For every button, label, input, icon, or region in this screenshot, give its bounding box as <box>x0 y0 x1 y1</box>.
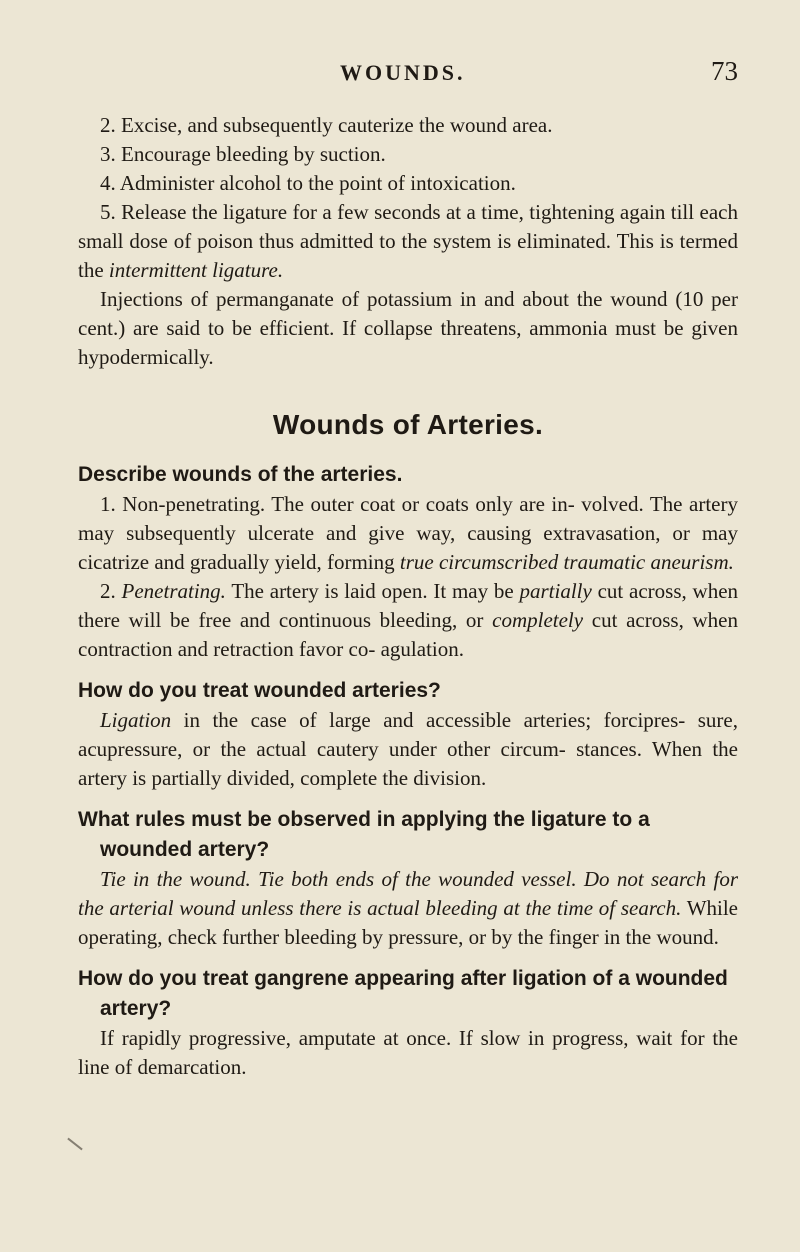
question-heading: Describe wounds of the arteries. <box>78 463 403 486</box>
running-title: WOUNDS. <box>340 60 466 85</box>
answer-text: 2. <box>100 579 122 603</box>
list-item: 2. Excise, and subsequently cauterize the wound area. <box>100 113 553 137</box>
running-head <box>78 56 738 92</box>
question-heading: How do you treat gangrene appearing after ligation of a wounded artery? <box>78 967 728 1020</box>
page-body <box>78 111 738 1082</box>
margin-mark <box>67 1138 82 1151</box>
answer-text: 1. Non-penetrating. The outer coat or coats only are in- volved. The artery may subsequently ulcerate and give way, causing extravasation, or may cicatrize and gradually yield, forming <box>78 492 738 574</box>
answer-italic: true circumscribed traumatic aneurism. <box>399 550 734 574</box>
answer-text: The artery is laid open. It may be <box>225 579 520 603</box>
answer-italic: completely <box>492 608 584 632</box>
section-title: Wounds of Arteries. <box>272 409 544 440</box>
question-heading: How do you treat wounded arteries? <box>78 679 441 702</box>
item5-text: 5. Release the ligature for a few seconds at a time, tightening again till each small dose of poison thus admitted to the system is eliminated. This is termed the <box>78 200 738 282</box>
answer-italic: Ligation <box>100 708 172 732</box>
answer-italic: Tie in the wound. Tie both ends of the wounded vessel. Do not search for the arterial wound unless there is actual bleeding at the time of search. <box>78 867 738 920</box>
answer-italic: partially <box>519 579 592 603</box>
answer-text: While operating, check further bleeding by pressure, or by the finger in the wound. <box>78 896 738 949</box>
answer-paragraph <box>78 577 738 664</box>
answer-paragraph: If rapidly progressive, amputate at once. If slow in progress, wait for the line of demarcation. <box>78 1026 738 1079</box>
page-number: 73 <box>711 56 738 86</box>
intermittent-ligature-term: intermittent ligature. <box>108 258 284 282</box>
permanganate-paragraph: Injections of permanganate of potassium in and about the wound (10 per cent.) are said to be efficient. If collapse threatens, ammonia must be given hypodermically. <box>78 287 738 369</box>
list-item-release-ligature <box>78 198 738 285</box>
list-item: 4. Administer alcohol to the point of intoxication. <box>100 171 516 195</box>
answer-italic: Penetrating. <box>121 579 226 603</box>
answer-text: cut across, when there will be free and continuous bleeding, or <box>78 579 739 632</box>
answer-paragraph <box>78 865 738 952</box>
answer-paragraph <box>78 490 738 577</box>
answer-text: cut across, when contraction and retraction favor co- agulation. <box>78 608 739 661</box>
question-heading: What rules must be observed in applying the ligature to a wounded artery? <box>78 808 650 861</box>
answer-text: in the case of large and accessible arteries; forcipres- sure, acupressure, or the actual cautery under other circum- stances. When the artery is partially divided, complete the division. <box>78 708 738 790</box>
list-item: 3. Encourage bleeding by suction. <box>100 142 386 166</box>
answer-paragraph <box>78 706 738 793</box>
